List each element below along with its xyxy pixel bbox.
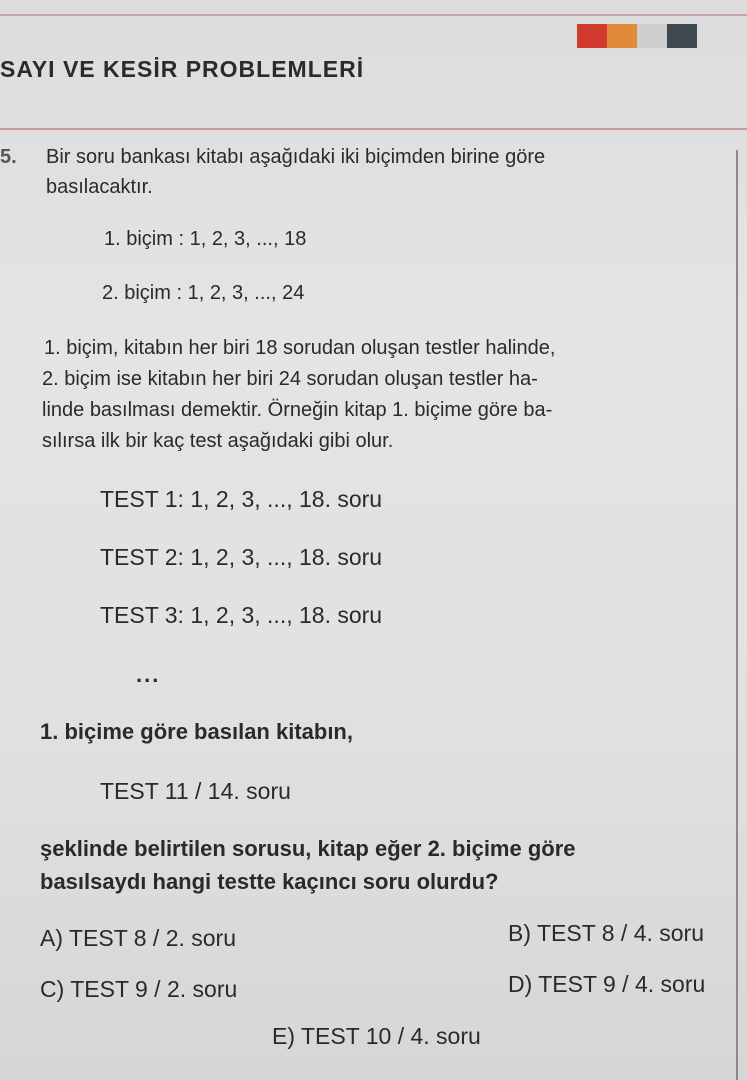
prompt-line: 1. biçime göre basılan kitabın, bbox=[40, 719, 353, 744]
ask-line-1: şeklinde belirtilen sorusu, kitap eğer 2. biçime göre bbox=[40, 836, 576, 861]
swatch-dark bbox=[667, 24, 697, 48]
explanation-line-4: sılırsa ilk bir kaç test aşağıdaki gibi olur. bbox=[42, 430, 394, 452]
intro-line-2: basılacaktır. bbox=[46, 176, 153, 198]
test-line-1: TEST 1: 1, 2, 3, ..., 18. soru bbox=[100, 486, 383, 512]
option-e[interactable]: E) TEST 10 / 4. soru bbox=[272, 1023, 481, 1049]
ask-line-2: basılsaydı hangi testte kaçıncı soru olurdu? bbox=[40, 869, 499, 894]
option-a[interactable]: A) TEST 8 / 2. soru bbox=[40, 925, 237, 951]
option-d[interactable]: D) TEST 9 / 4. soru bbox=[508, 971, 706, 997]
top-rule bbox=[0, 14, 747, 16]
page-title: SAYI VE KESİR PROBLEMLERİ bbox=[0, 56, 365, 82]
reference-line: TEST 11 / 14. soru bbox=[100, 778, 291, 804]
format-1: 1. biçim : 1, 2, 3, ..., 18 bbox=[104, 228, 307, 250]
option-b[interactable]: B) TEST 8 / 4. soru bbox=[508, 920, 705, 946]
test-line-3: TEST 3: 1, 2, 3, ..., 18. soru bbox=[100, 602, 383, 628]
explanation-line-2: 2. biçim ise kitabın her biri 24 sorudan oluşan testler ha- bbox=[42, 368, 538, 390]
header-rule bbox=[0, 128, 747, 130]
ellipsis: ... bbox=[136, 662, 161, 687]
option-c[interactable]: C) TEST 9 / 2. soru bbox=[40, 976, 238, 1002]
color-swatches bbox=[577, 24, 697, 48]
explanation-line-1: 1. biçim, kitabın her biri 18 sorudan oluşan testler halinde, bbox=[44, 337, 556, 359]
test-line-2: TEST 2: 1, 2, 3, ..., 18. soru bbox=[100, 544, 383, 570]
swatch-orange bbox=[607, 24, 637, 48]
format-2: 2. biçim : 1, 2, 3, ..., 24 bbox=[102, 282, 305, 304]
question-number: 5. bbox=[0, 146, 17, 168]
intro-line-1: Bir soru bankası kitabı aşağıdaki iki biçimden birine göre bbox=[46, 146, 546, 168]
swatch-red bbox=[577, 24, 607, 48]
margin-line bbox=[736, 150, 738, 1080]
swatch-gray bbox=[637, 24, 667, 48]
explanation-line-3: linde basılması demektir. Örneğin kitap 1. biçime göre ba- bbox=[42, 399, 553, 421]
